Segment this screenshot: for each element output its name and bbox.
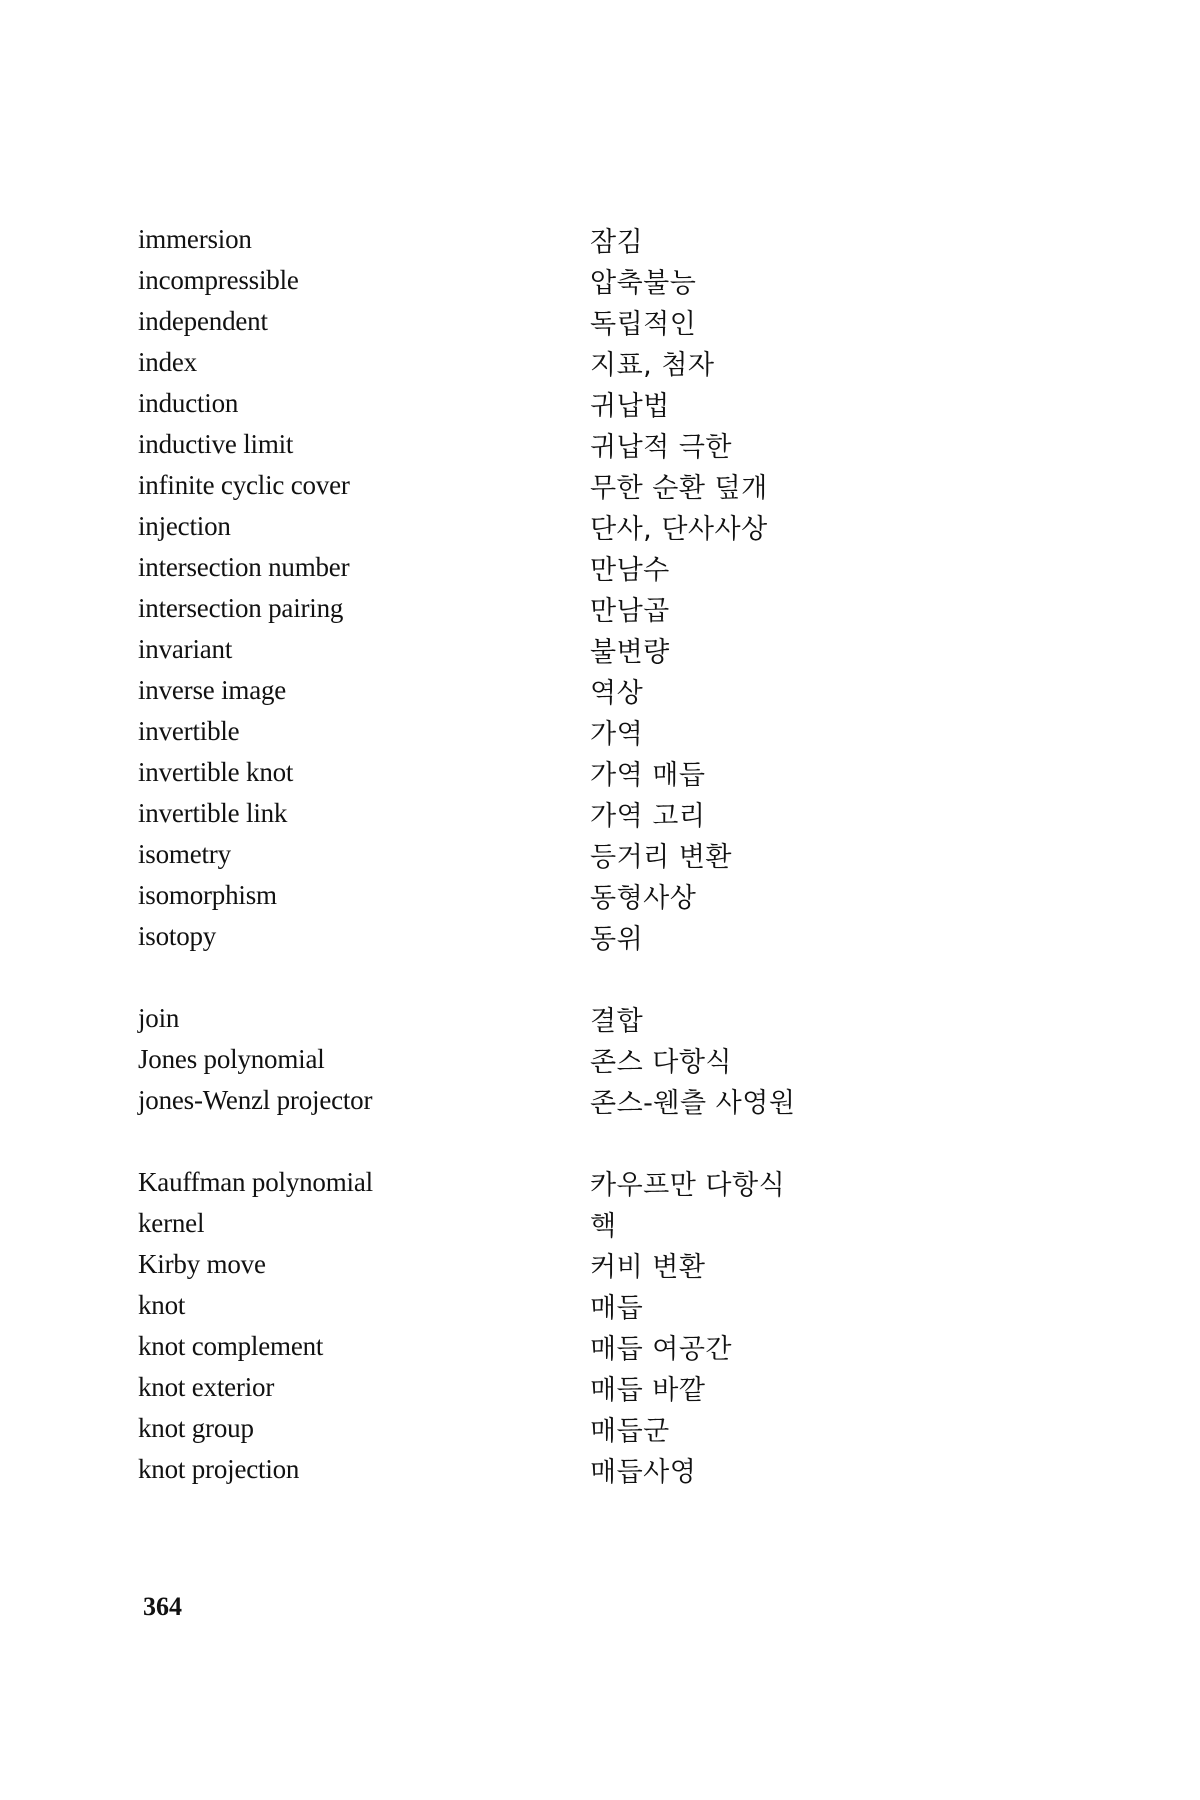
glossary-entry [138,1449,958,1490]
glossary-entry [138,547,958,588]
korean-translation: 매듭군 [590,1416,670,1447]
glossary-list [138,219,958,1490]
korean-translation: 압축불능 [590,268,697,299]
korean-translation: 지표, 첨자 [590,350,715,381]
korean-translation: 귀납적 극한 [590,432,732,463]
english-term: join [138,1003,180,1033]
english-term: jones-Wenzl projector [138,1085,373,1115]
glossary-entry [138,1080,958,1121]
glossary-entry [138,711,958,752]
glossary-entry [138,342,958,383]
glossary-group [138,998,958,1121]
glossary-entry [138,629,958,670]
korean-translation: 동위 [590,924,644,955]
korean-translation: 무한 순환 덮개 [590,473,768,504]
korean-translation: 단사, 단사사상 [590,514,768,545]
english-term: isotopy [138,921,217,951]
english-term: inductive limit [138,429,294,459]
glossary-entry [138,834,958,875]
english-term: knot exterior [138,1372,275,1402]
glossary-entry [138,998,958,1039]
english-term: inverse image [138,675,287,705]
korean-translation: 매듭 [590,1293,644,1324]
page-number: 364 [143,1592,182,1621]
english-term: induction [138,388,239,418]
english-term: intersection pairing [138,593,344,623]
glossary-entry [138,588,958,629]
korean-translation: 커비 변환 [590,1252,706,1283]
glossary-entry [138,1367,958,1408]
english-term: intersection number [138,552,350,582]
english-term: injection [138,511,231,541]
korean-translation: 불변량 [590,637,670,668]
glossary-entry [138,383,958,424]
korean-translation: 만남수 [590,555,670,586]
glossary-entry [138,875,958,916]
korean-translation: 귀납법 [590,391,670,422]
glossary-entry [138,1203,958,1244]
glossary-group [138,219,958,957]
glossary-entry [138,465,958,506]
korean-translation: 가역 고리 [590,801,706,832]
english-term: independent [138,306,268,336]
english-term: infinite cyclic cover [138,470,350,500]
english-term: kernel [138,1208,205,1238]
korean-translation: 매듭 바깥 [590,1375,706,1406]
english-term: Kauffman polynomial [138,1167,373,1197]
english-term: knot group [138,1413,254,1443]
glossary-group [138,1162,958,1490]
glossary-entry [138,219,958,260]
korean-translation: 핵 [590,1211,617,1242]
glossary-entry [138,1408,958,1449]
korean-translation: 만남곱 [590,596,670,627]
korean-translation: 존스 다항식 [590,1047,732,1078]
glossary-entry [138,752,958,793]
korean-translation: 동형사상 [590,883,697,914]
glossary-entry [138,301,958,342]
english-term: knot complement [138,1331,324,1361]
english-term: knot projection [138,1454,300,1484]
glossary-entry [138,793,958,834]
english-term: Kirby move [138,1249,266,1279]
korean-translation: 매듭 여공간 [590,1334,732,1365]
glossary-entry [138,670,958,711]
glossary-entry [138,506,958,547]
glossary-entry [138,260,958,301]
glossary-entry [138,1244,958,1285]
korean-translation: 존스-웬츨 사영원 [590,1088,796,1119]
korean-translation: 매듭사영 [590,1457,697,1488]
korean-translation: 가역 [590,719,644,750]
english-term: isomorphism [138,880,277,910]
english-term: Jones polynomial [138,1044,325,1074]
glossary-entry [138,1285,958,1326]
english-term: isometry [138,839,231,869]
english-term: invertible knot [138,757,294,787]
english-term: invertible link [138,798,288,828]
english-term: knot [138,1290,186,1320]
english-term: invariant [138,634,233,664]
english-term: immersion [138,224,252,254]
korean-translation: 역상 [590,678,644,709]
glossary-entry [138,916,958,957]
korean-translation: 등거리 변환 [590,842,732,873]
korean-translation: 카우프만 다항식 [590,1170,786,1201]
glossary-entry [138,1162,958,1203]
korean-translation: 가역 매듭 [590,760,706,791]
glossary-entry [138,1326,958,1367]
korean-translation: 결합 [590,1006,644,1037]
korean-translation: 독립적인 [590,309,697,340]
glossary-entry [138,424,958,465]
korean-translation: 잠김 [590,227,644,258]
english-term: incompressible [138,265,299,295]
glossary-entry [138,1039,958,1080]
english-term: invertible [138,716,240,746]
english-term: index [138,347,197,377]
